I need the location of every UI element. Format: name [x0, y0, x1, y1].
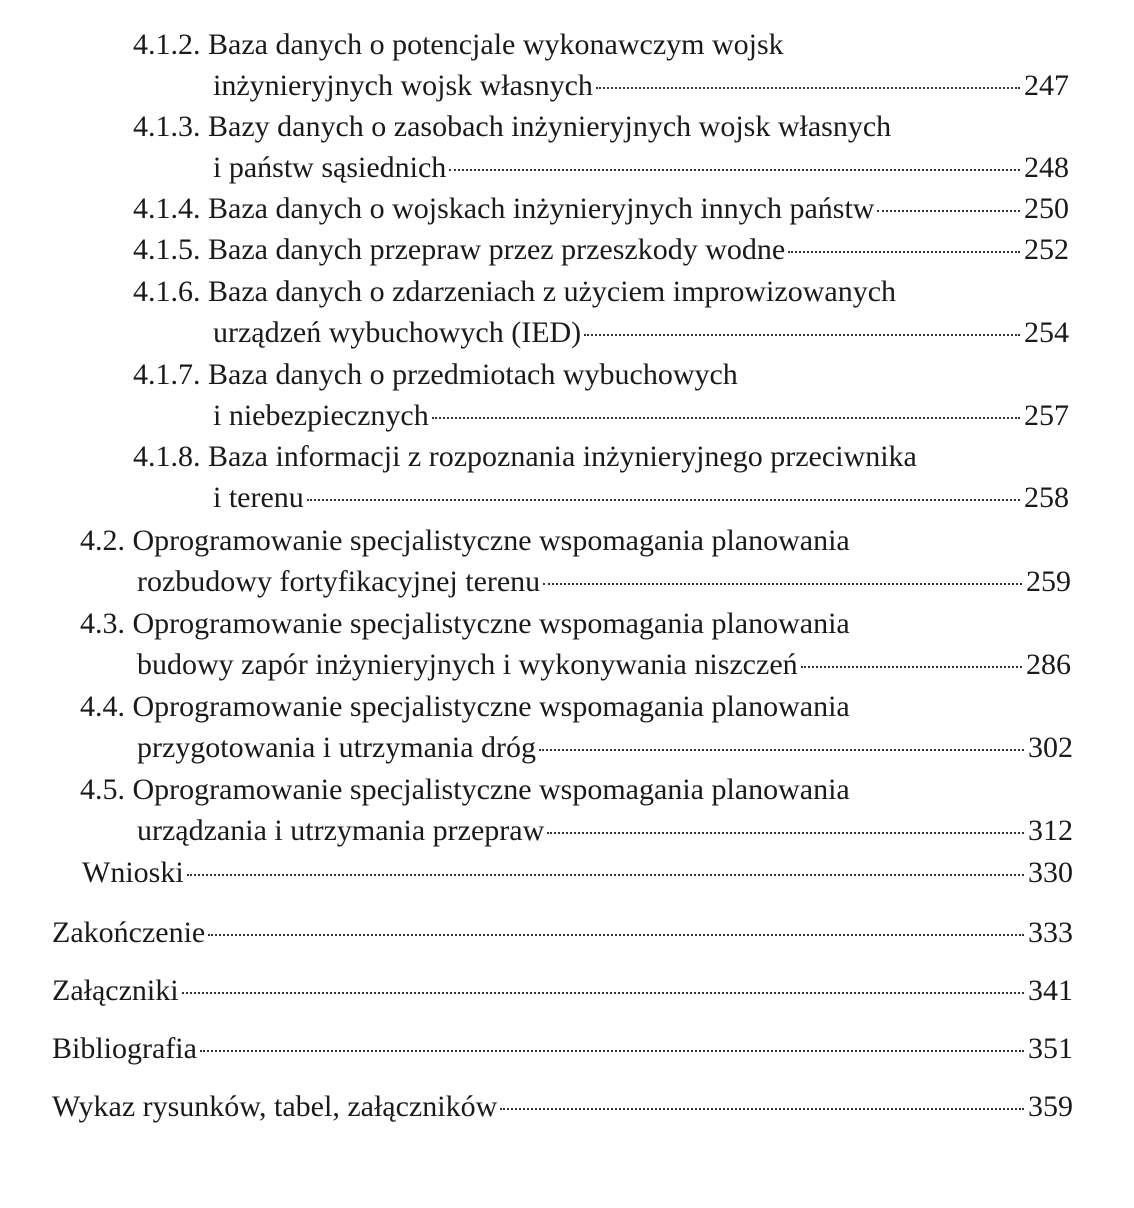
toc-entry-4-2-first-line — [80, 521, 850, 561]
dot-leader — [547, 812, 1024, 834]
toc-entry-zakonczenie — [52, 913, 1073, 953]
toc-entry-4-4-first-line — [80, 687, 850, 727]
toc-entry-4-1-2-first-line — [133, 25, 784, 65]
toc-entry-wnioski — [82, 853, 1073, 893]
page-number: 250 — [1024, 192, 1069, 225]
entry-number: 4.1.8. — [133, 440, 201, 473]
dot-leader — [200, 1030, 1024, 1052]
toc-entry-4-3-second-line — [137, 645, 1071, 685]
page-number: 254 — [1024, 316, 1069, 349]
toc-entry-4-3-first-line — [80, 604, 850, 644]
toc-entry-4-1-8-first-line — [133, 437, 917, 477]
entry-number: 4.5. — [80, 773, 125, 806]
page-number: 333 — [1028, 916, 1073, 949]
dot-leader — [596, 67, 1020, 89]
dot-leader — [539, 729, 1024, 751]
page-number: 248 — [1024, 151, 1069, 184]
entry-number: 4.1.4. — [133, 192, 201, 225]
dot-leader — [584, 314, 1020, 336]
entry-title: Baza danych o wojskach inżynieryjnych innych państw — [208, 192, 875, 225]
toc-entry-bibliografia — [52, 1029, 1073, 1069]
page-number: 359 — [1028, 1090, 1073, 1123]
entry-title-continuation: i niebezpiecznych — [213, 399, 429, 432]
entry-title: Załączniki — [52, 974, 179, 1007]
page-number: 312 — [1028, 814, 1073, 847]
entry-title-continuation: budowy zapór inżynieryjnych i wykonywania niszczeń — [137, 648, 798, 681]
entry-number: 4.2. — [80, 524, 125, 557]
dot-leader — [788, 231, 1020, 253]
entry-number: 4.1.6. — [133, 275, 201, 308]
entry-number: 4.3. — [80, 607, 125, 640]
entry-title-continuation: rozbudowy fortyfikacyjnej terenu — [137, 565, 541, 598]
dot-leader — [500, 1088, 1024, 1110]
entry-title: Wykaz rysunków, tabel, załączników — [52, 1090, 498, 1123]
entry-title: Oprogramowanie specjalistyczne wspomagania planowania — [132, 607, 850, 640]
toc-entry-4-1-7-second-line — [213, 396, 1069, 436]
page-number: 247 — [1024, 69, 1069, 102]
toc-entry-4-1-8-second-line — [213, 478, 1069, 518]
page-number: 341 — [1028, 974, 1073, 1007]
entry-title: Zakończenie — [52, 916, 206, 949]
entry-title: Baza danych o potencjale wykonawczym wojsk — [208, 28, 784, 61]
page-number: 330 — [1028, 856, 1073, 889]
toc-entry-4-1-6-second-line — [213, 313, 1069, 353]
toc-entry-4-1-3-first-line — [133, 107, 891, 147]
entry-title: Oprogramowanie specjalistyczne wspomagania planowania — [132, 690, 850, 723]
dot-leader — [543, 563, 1022, 585]
toc-entry-4-2-second-line — [137, 562, 1071, 602]
toc-entry-4-1-2-second-line — [213, 66, 1069, 106]
entry-title: Bibliografia — [52, 1032, 197, 1065]
page-number: 252 — [1024, 233, 1069, 266]
entry-number: 4.4. — [80, 690, 125, 723]
entry-title-continuation: przygotowania i utrzymania dróg — [137, 731, 537, 764]
entry-title-continuation: urządzania i utrzymania przepraw — [137, 814, 545, 847]
entry-number: 4.1.3. — [133, 110, 201, 143]
toc-entry-4-1-5 — [133, 230, 1069, 270]
toc-entry-zalaczniki — [52, 971, 1073, 1011]
page-number: 258 — [1024, 481, 1069, 514]
page-number: 286 — [1026, 648, 1071, 681]
entry-title: Oprogramowanie specjalistyczne wspomagania planowania — [132, 524, 850, 557]
dot-leader — [449, 149, 1020, 171]
entry-title-continuation: i państw sąsiednich — [213, 151, 447, 184]
entry-number: 4.1.5. — [133, 233, 201, 266]
toc-entry-4-1-3-second-line — [213, 148, 1069, 188]
dot-leader — [187, 854, 1024, 876]
dot-leader — [307, 479, 1020, 501]
entry-title: Baza informacji z rozpoznania inżynieryjnego przeciwnika — [208, 440, 917, 473]
entry-title: Baza danych przepraw przez przeszkody wodne — [208, 233, 786, 266]
entry-title: Oprogramowanie specjalistyczne wspomagania planowania — [132, 773, 850, 806]
entry-number: 4.1.2. — [133, 28, 201, 61]
toc-entry-4-1-6-first-line — [133, 272, 896, 312]
entry-title: Baza danych o zdarzeniach z użyciem improwizowanych — [208, 275, 897, 308]
page-number: 257 — [1024, 399, 1069, 432]
entry-title: Bazy danych o zasobach inżynieryjnych wojsk własnych — [208, 110, 892, 143]
dot-leader — [208, 914, 1024, 936]
dot-leader — [432, 397, 1020, 419]
toc-entry-4-1-4 — [133, 189, 1069, 229]
entry-number: 4.1.7. — [133, 358, 201, 391]
page-number: 351 — [1028, 1032, 1073, 1065]
toc-entry-4-5-first-line — [80, 770, 850, 810]
toc-entry-wykaz — [52, 1087, 1073, 1127]
page-number: 259 — [1026, 565, 1071, 598]
toc-entry-4-1-7-first-line — [133, 355, 738, 395]
entry-title-continuation: i terenu — [213, 481, 304, 514]
entry-title-continuation: inżynieryjnych wojsk własnych — [213, 69, 593, 102]
entry-title: Baza danych o przedmiotach wybuchowych — [208, 358, 738, 391]
dot-leader — [801, 646, 1022, 668]
dot-leader — [877, 190, 1020, 212]
entry-title: Wnioski — [82, 856, 184, 889]
toc-entry-4-4-second-line — [137, 728, 1073, 768]
entry-title-continuation: urządzeń wybuchowych (IED) — [213, 316, 582, 349]
toc-entry-4-5-second-line — [137, 811, 1073, 851]
page-number: 302 — [1028, 731, 1073, 764]
dot-leader — [182, 972, 1024, 994]
